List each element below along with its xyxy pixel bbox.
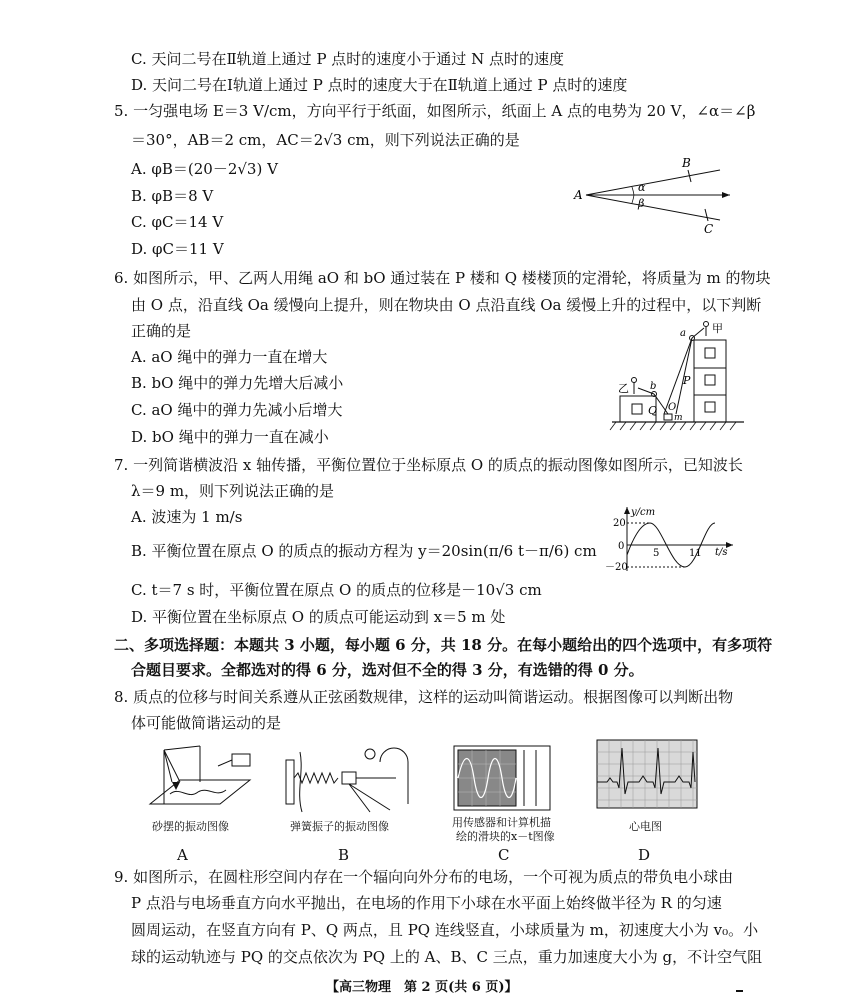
corner-mark [736, 990, 743, 992]
q7-option-c: C. t＝7 s 时，平衡位置在原点 O 的质点的位移是－10√3 cm [131, 581, 542, 599]
page-footer: 【高三物理 第 2 页(共 6 页)】 [326, 980, 518, 995]
question-9-stem-cont: P 点沿与电场垂直方向水平抛出，在电场的作用下小球在水平面上始终做半径为 R 的匀速 [131, 894, 722, 912]
y-axis-label: y/cm [631, 507, 656, 518]
tick-11: 11 [689, 548, 702, 559]
question-6-stem: 6. 如图所示，甲、乙两人用绳 aO 和 bO 通过装在 P 楼和 Q 楼楼顶的定滑轮，将质量为 m 的物块 [114, 269, 771, 287]
q7-option-a: A. 波速为 1 m/s [131, 508, 243, 526]
fig8-d-caption: 心电图 [629, 820, 662, 833]
q5-option-b: B. φB＝8 V [131, 187, 214, 205]
label-a: A [574, 188, 583, 202]
label-p: P [683, 374, 691, 387]
question-8-stem-cont: 体可能做简谐运动的是 [131, 714, 282, 732]
question-9-stem-cont3: 球的运动轨迹与 PQ 的交点依次为 PQ 上的 A、B、C 三点，重力加速度大小为 g，不计空气阻 [131, 948, 763, 966]
fig8-d-ecg [595, 738, 700, 810]
q5-option-c: C. φC＝14 V [131, 213, 224, 231]
label-m: m [674, 413, 683, 423]
q5-option-d: D. φC＝11 V [131, 240, 224, 258]
q5-field-figure [570, 155, 740, 235]
fig8-a-sand-pendulum [140, 742, 260, 817]
fig8-b-caption: 弹簧振子的振动图像 [290, 820, 389, 833]
label-a: a [680, 328, 686, 339]
question-7-stem: 7. 一列简谐横波沿 x 轴传播，平衡位置位于坐标原点 O 的质点的振动图像如图所示，已知波长 [114, 456, 743, 474]
question-6-stem-cont2: 正确的是 [131, 322, 192, 340]
q6-buildings-figure [608, 318, 748, 440]
fig8-a-caption: 砂摆的振动图像 [152, 820, 229, 833]
q6-option-c: C. aO 绳中的弹力先减小后增大 [131, 401, 343, 419]
fig8-c-caption-1: 用传感器和计算机描 [452, 816, 551, 829]
tick-20: 20 [613, 518, 626, 529]
question-7-stem-cont: λ＝9 m，则下列说法正确的是 [131, 482, 335, 500]
label-b: B [682, 156, 691, 170]
label-jia: 甲 [712, 322, 723, 335]
fig8-d-letter: D [638, 846, 651, 864]
q7-vibration-graph [605, 503, 740, 575]
option-d-text: D. 天问二号在Ⅰ轨道上通过 P 点时的速度大于在Ⅱ轨道上通过 P 点时的速度 [131, 76, 628, 94]
label-c: C [704, 222, 714, 235]
question-9-stem: 9. 如图所示，在圆柱形空间内存在一个辐向向外分布的电场，一个可视为质点的带负电小球由 [114, 868, 734, 886]
fig8-c-sensor-graph [452, 742, 552, 812]
fig8-b-letter: B [338, 846, 350, 864]
fig8-b-spring-oscillator [280, 742, 415, 817]
tick-neg20: －20 [605, 562, 628, 573]
q6-option-a: A. aO 绳中的弹力一直在增大 [131, 348, 328, 366]
fig8-a-letter: A [177, 846, 188, 864]
label-yi: 乙 [618, 382, 629, 395]
tick-0: 0 [618, 541, 625, 552]
label-q: Q [648, 404, 658, 417]
question-8-stem: 8. 质点的位移与时间关系遵从正弦函数规律，这样的运动叫简谐运动。根据图像可以判断出物 [114, 688, 734, 706]
option-c-text: C. 天问二号在Ⅱ轨道上通过 P 点时的速度小于通过 N 点时的速度 [131, 50, 564, 68]
label-o: O [668, 402, 677, 413]
q5-option-a: A. φB＝(20－2√3) V [131, 160, 278, 178]
label-b: b [650, 381, 657, 392]
q7-option-b: B. 平衡位置在原点 O 的质点的振动方程为 y＝20sin(π/6 t－π/6) cm [131, 542, 597, 560]
tick-5: 5 [653, 548, 660, 559]
question-5-stem: 5. 一匀强电场 E＝3 V/cm，方向平行于纸面，如图所示，纸面上 A 点的电势为 20 V，∠α＝∠β [114, 102, 756, 120]
q6-option-b: B. bO 绳中的弹力先增大后减小 [131, 374, 344, 392]
question-9-stem-cont2: 圆周运动，在竖直方向有 P、Q 两点，且 PQ 连线竖直，小球质量为 m，初速度大小为 v₀。小 [131, 921, 759, 939]
x-axis-label: t/s [715, 547, 728, 558]
section-2-heading: 二、多项选择题：本题共 3 小题，每小题 6 分，共 18 分。在每小题给出的四个选项中，有多项符 [114, 636, 773, 654]
fig8-c-caption-2: 绘的滑块的x－t图像 [456, 830, 555, 843]
label-beta: β [638, 197, 645, 210]
question-5-stem-cont: ＝30°，AB＝2 cm，AC＝2√3 cm，则下列说法正确的是 [131, 131, 520, 149]
section-2-heading-cont: 合题目要求。全都选对的得 6 分，选对但不全的得 3 分，有选错的得 0 分。 [131, 661, 644, 679]
label-alpha: α [638, 181, 646, 194]
fig8-c-letter: C [498, 846, 510, 864]
q7-option-d: D. 平衡位置在坐标原点 O 的质点可能运动到 x＝5 m 处 [131, 608, 506, 626]
question-6-stem-cont: 由 O 点，沿直线 Oa 缓慢向上提升，则在物块由 O 点沿直线 Oa 缓慢上升的过程中，以下判断 [131, 296, 762, 314]
q6-option-d: D. bO 绳中的弹力一直在减小 [131, 428, 329, 446]
